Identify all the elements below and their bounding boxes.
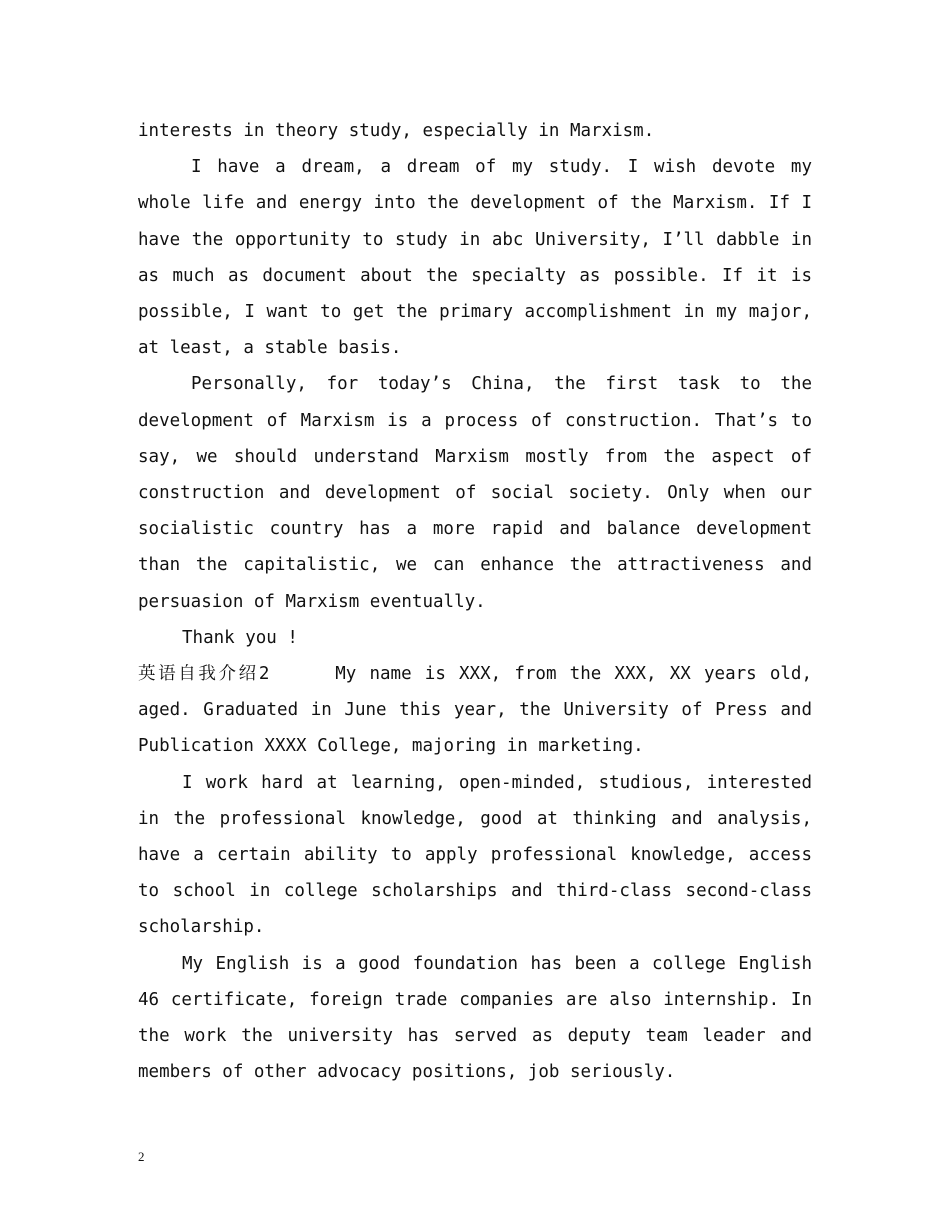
paragraph-english-foundation: My English is a good foundation has been a college English 46 certificate, foreign trade companies are also internship. In the work the university has served as deputy team leader and members of other advocacy positions, job seriously. (138, 953, 812, 1083)
document-body (138, 113, 823, 1090)
page-number: 2 (138, 1149, 145, 1164)
paragraph-self-intro-2: 英语自我介绍2 My name is XXX, from the XXX, XX years old, aged. Graduated in June this year, the University of Press and Publication XXXX College, majoring in marketing. (138, 664, 823, 757)
paragraph-personally: Personally, for today’s China, the first task to the development of Marxism is a process of construction. That’s to say, we should understand Marxism mostly from the aspect of construction and development of social society. Only when our socialistic country has a more rapid and balance development than the capitalistic, we can enhance the attractiveness and persuasion of Marxism eventually. (138, 374, 812, 612)
paragraph-work-hard: I work hard at learning, open-minded, studious, interested in the professional knowledge, good at thinking and analysis, have a certain ability to apply professional knowledge, access to school in college scholarships and third-class second-class scholarship. (138, 772, 812, 938)
paragraph-thank-you: Thank you ! (182, 627, 298, 648)
paragraph-continuation: interests in theory study, especially in Marxism. (138, 121, 655, 141)
paragraph-dream: I have a dream, a dream of my study. I wish devote my whole life and energy into the development of the Marxism. If I have the opportunity to study in abc University, I’ll dabble in as much as document about the specialty as possible. If it is possible, I want to get the primary accomplishment in my major, at least, a stable basis. (138, 157, 812, 359)
